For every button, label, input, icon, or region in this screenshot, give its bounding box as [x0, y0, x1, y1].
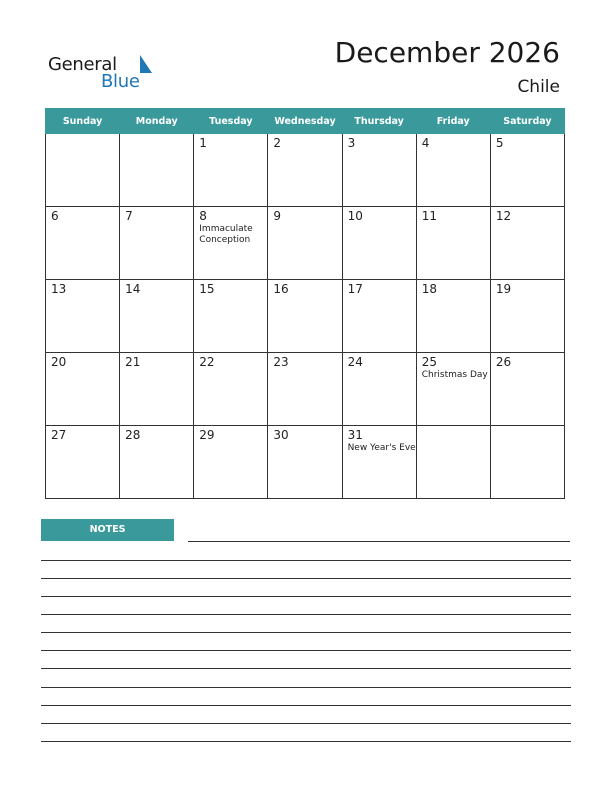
weekday-header-row [46, 109, 565, 134]
day-cell [268, 280, 342, 353]
day-cell [416, 134, 490, 207]
day-number: 7 [125, 209, 133, 223]
day-number: 6 [51, 209, 59, 223]
day-number: 26 [495, 355, 512, 369]
day-cell [194, 280, 268, 353]
day-cell [416, 353, 490, 426]
day-number: 8 [199, 209, 207, 223]
day-number: 28 [125, 428, 141, 442]
holiday-label [194, 369, 267, 370]
weekday-header: Sunday [46, 109, 120, 134]
day-cell [46, 207, 120, 280]
weekday-header: Tuesday [194, 109, 268, 134]
day-number: 31 [347, 428, 363, 442]
day-number: 15 [199, 282, 215, 296]
notes-line [41, 650, 571, 651]
day-cell [342, 280, 416, 353]
holiday-label [46, 369, 119, 370]
day-number: 13 [51, 282, 67, 296]
week-row [46, 207, 565, 280]
day-number: 27 [51, 428, 67, 442]
day-number: 30 [273, 428, 289, 442]
holiday-label [120, 442, 193, 443]
holiday-label [46, 442, 119, 443]
day-cell [46, 426, 120, 499]
weekday-header: Thursday [342, 109, 416, 134]
day-cell [416, 207, 490, 280]
day-number: 16 [273, 282, 289, 296]
week-row [46, 134, 565, 207]
day-number: 10 [347, 209, 363, 223]
holiday-label [268, 442, 341, 443]
day-number: 29 [199, 428, 215, 442]
notes-line [41, 614, 571, 615]
notes-line [41, 596, 571, 597]
notes-line [41, 632, 571, 633]
holiday-label [343, 369, 416, 370]
day-cell [268, 207, 342, 280]
holiday-label [343, 296, 416, 297]
day-cell [194, 353, 268, 426]
holiday-label [268, 369, 341, 370]
day-cell [490, 134, 564, 207]
holiday-label: Christmas Day [421, 370, 488, 380]
holiday-label [417, 296, 490, 297]
week-row [46, 426, 565, 499]
holiday-label [46, 296, 119, 297]
day-cell [268, 426, 342, 499]
holiday-label [491, 428, 564, 429]
notes-line [41, 687, 571, 688]
holiday-label [343, 150, 416, 151]
day-number: 24 [347, 355, 363, 369]
holiday-label [120, 369, 193, 370]
holiday-label [268, 223, 341, 224]
day-cell [120, 207, 194, 280]
day-cell [120, 353, 194, 426]
notes-header: NOTES [41, 519, 174, 541]
holiday-label [417, 428, 490, 429]
day-cell [490, 353, 564, 426]
notes-line [41, 723, 571, 724]
country-label: Chile [517, 77, 560, 97]
holiday-label [343, 223, 416, 224]
day-cell [416, 426, 490, 499]
notes-line [41, 668, 571, 669]
holiday-label [491, 369, 564, 370]
day-cell [120, 134, 194, 207]
day-cell [120, 426, 194, 499]
holiday-label [491, 296, 564, 297]
weekday-header: Wednesday [268, 109, 342, 134]
brand-logo [48, 52, 158, 92]
holiday-label [120, 136, 193, 137]
day-cell [490, 280, 564, 353]
holiday-label: New Year's Eve [347, 443, 416, 453]
holiday-label [194, 150, 267, 151]
logo-text-blue: Blue [101, 71, 140, 92]
day-cell [342, 207, 416, 280]
day-cell [194, 134, 268, 207]
day-cell [194, 426, 268, 499]
week-row [46, 353, 565, 426]
weekday-header: Saturday [490, 109, 564, 134]
holiday-label [417, 150, 490, 151]
day-cell [46, 280, 120, 353]
holiday-label [417, 223, 490, 224]
day-number: 1 [199, 136, 207, 150]
day-cell [490, 426, 564, 499]
day-cell [268, 353, 342, 426]
logo-text-general: General [48, 54, 117, 75]
logo-triangle-icon [140, 55, 152, 73]
notes-line [188, 541, 570, 542]
day-number: 11 [421, 209, 437, 223]
weekday-header: Monday [120, 109, 194, 134]
day-cell [416, 280, 490, 353]
notes-line [41, 705, 571, 706]
day-number: 5 [495, 136, 504, 150]
holiday-label [194, 442, 267, 443]
day-number: 4 [421, 136, 430, 150]
day-number: 25 [421, 355, 437, 369]
day-number: 18 [421, 282, 437, 296]
day-number: 23 [273, 355, 289, 369]
day-number: 12 [495, 209, 512, 223]
day-cell [342, 353, 416, 426]
holiday-label: Immaculate Conception [199, 224, 253, 245]
day-number: 9 [273, 209, 282, 223]
day-cell [268, 134, 342, 207]
holiday-label [491, 150, 564, 151]
notes-line [41, 578, 571, 579]
day-cell [194, 207, 268, 280]
notes-line [41, 560, 571, 561]
day-number: 3 [347, 136, 356, 150]
day-cell [342, 134, 416, 207]
holiday-label [120, 223, 193, 224]
page-title: December 2026 [334, 36, 560, 69]
holiday-label [120, 296, 193, 297]
day-cell [46, 353, 120, 426]
day-number: 19 [495, 282, 512, 296]
day-number: 22 [199, 355, 215, 369]
day-number: 21 [125, 355, 141, 369]
week-row [46, 280, 565, 353]
day-cell [490, 207, 564, 280]
holiday-label [491, 223, 564, 224]
weekday-header: Friday [416, 109, 490, 134]
notes-line [41, 741, 571, 742]
day-cell [342, 426, 416, 499]
holiday-label [268, 296, 341, 297]
holiday-label [46, 136, 119, 137]
day-cell [120, 280, 194, 353]
day-number: 2 [273, 136, 282, 150]
holiday-label [46, 223, 119, 224]
day-number: 14 [125, 282, 141, 296]
day-number: 20 [51, 355, 67, 369]
day-cell [46, 134, 120, 207]
holiday-label [194, 296, 267, 297]
holiday-label [268, 150, 341, 151]
day-number: 17 [347, 282, 363, 296]
calendar-grid [45, 108, 565, 499]
